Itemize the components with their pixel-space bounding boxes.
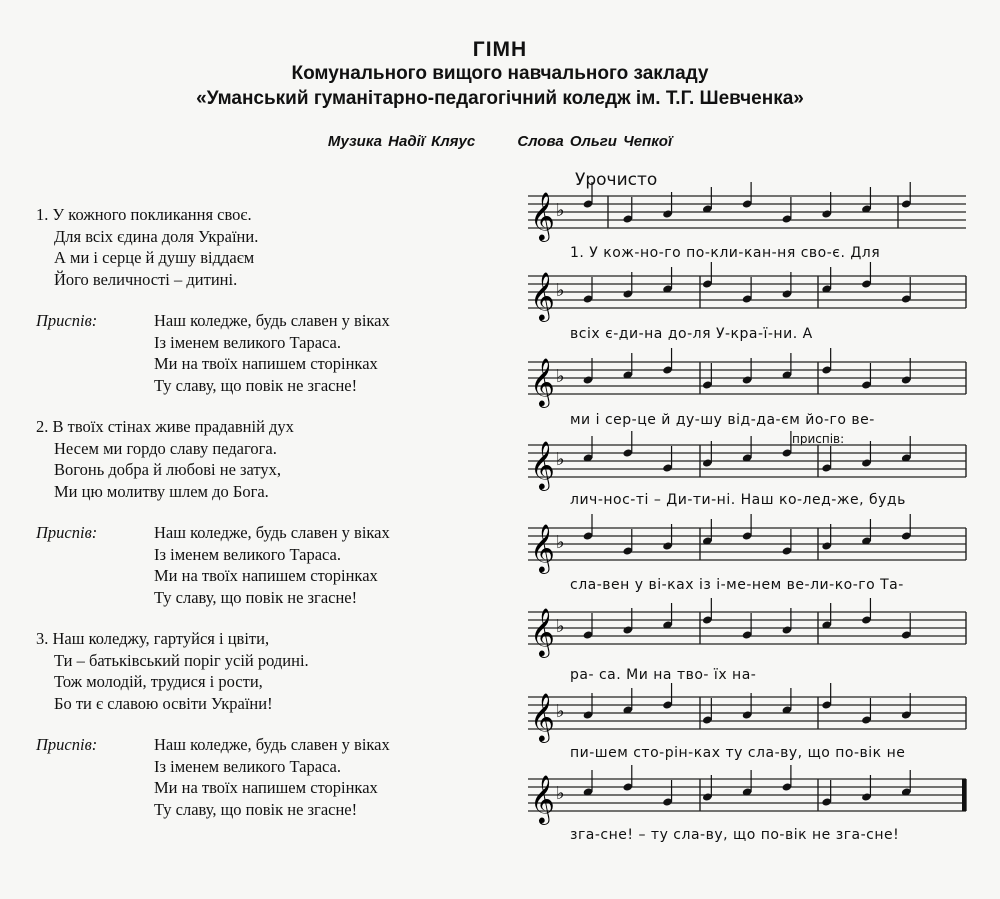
score-lyrics-line: ми і сер-це й ду-шу від-да-єм йо-го ве- [570,412,875,428]
staff-system [528,262,966,322]
chorus-line: Із іменем великого Тараса. [154,756,341,776]
score-lyrics-line: сла-вен у ві-ках із і-ме-нем ве-ли-ко-го Та- [570,577,904,593]
score-lyrics-line: ра- са. Ми на тво- їх на- [570,667,757,683]
words-credit: Слова Ольги Чепкої [517,133,673,150]
chorus-label: Приспів: [36,311,98,330]
treble-clef-icon: 𝄞 [530,440,555,489]
music-credit: Музика Надії Кляус [327,133,476,150]
flat-icon: ♭ [556,366,565,387]
verse-line: Вогонь добра й любові не затух, [54,460,282,479]
subtitle-institution: Комунального вищого навчального закладу [291,63,709,84]
staff-system [528,598,966,658]
verse-line: А ми і серце й душу віддаєм [54,248,255,267]
treble-clef-icon: 𝄞 [530,692,555,741]
chorus-line: Ту славу, що повік не згасне! [154,799,358,819]
verse-line: 3. Наш коледжу, гартуйся і цвіти, [36,629,270,648]
flat-icon: ♭ [556,532,565,553]
verse-line: Ми цю молитву шлем до Бога. [54,481,269,501]
staff-system [528,514,966,574]
page-title: ГІМН [472,38,528,61]
flat-icon: ♭ [556,449,565,470]
score-lyrics-line: зга-сне! – ту сла-ву, що по-вік не зга-сне! [570,827,900,843]
chorus-line: Наш коледже, будь славен у віках [154,523,390,542]
chorus-label: Приспів: [36,523,98,542]
chorus-line: Ми на твоїх напишем сторінках [154,778,378,797]
staff-system [528,431,966,491]
treble-clef-icon: 𝄞 [530,774,555,823]
chorus-label: Приспів: [36,735,98,754]
chorus-line: Ту славу, що повік не згасне! [154,375,358,395]
verse-line: 1. У кожного покликання своє. [36,205,252,224]
chorus-line: Ми на твоїх напишем сторінках [154,566,378,585]
verse-line: 2. В твоїх стінах живе прадавній дух [36,417,294,436]
chorus-line: Із іменем великого Тараса. [154,544,341,564]
subtitle-college-name: «Уманський гуманітарно-педагогічний коледж ім. Т.Г. Шевченка» [196,88,804,109]
chorus-line: Із іменем великого Тараса. [154,332,341,352]
treble-clef-icon: 𝄞 [530,607,555,656]
chorus-line: Ми на твоїх напишем сторінках [154,354,378,373]
verse-line: Бо ти є славою освіти України! [54,693,273,713]
verse-line: Тож молодій, трудися і рости, [54,672,263,691]
verse-line: Несем ми гордо славу педагога. [54,438,277,458]
score-lyrics-line: лич-нос-ті – Ди-ти-ні. Наш ко-лед-же, будь [570,492,906,508]
flat-icon: ♭ [556,616,565,637]
final-barline [962,779,966,811]
staff-system [528,683,966,743]
staff-system [528,765,966,825]
chorus-mark: приспів: [792,432,845,446]
flat-icon: ♭ [556,783,565,804]
flat-icon: ♭ [556,200,565,221]
chorus-line: Ту славу, що повік не згасне! [154,587,358,607]
verse-line: Для всіх єдина доля України. [54,226,259,246]
score-lyrics-line: пи-шем сто-рін-ках ту сла-ву, що по-вік не [570,745,906,761]
staff-system [528,348,966,408]
verse-line: Ти – батьківський поріг усій родині. [54,650,309,670]
chorus-line: Наш коледже, будь славен у віках [154,311,390,330]
treble-clef-icon: 𝄞 [530,191,555,240]
treble-clef-icon: 𝄞 [530,271,555,320]
tempo-marking: Урочисто [575,170,658,190]
verse-line: Його величності – дитині. [54,269,238,289]
score-lyrics-line: всіх є-ди-на до-ля У-кра-ї-ни. А [570,326,813,342]
staff-system [528,182,966,242]
flat-icon: ♭ [556,701,565,722]
flat-icon: ♭ [556,280,565,301]
treble-clef-icon: 𝄞 [530,357,555,406]
chorus-line: Наш коледже, будь славен у віках [154,735,390,754]
score-lyrics-line: 1. У кож-но-го по-кли-кан-ня сво-є. Для [570,245,881,261]
treble-clef-icon: 𝄞 [530,523,555,572]
